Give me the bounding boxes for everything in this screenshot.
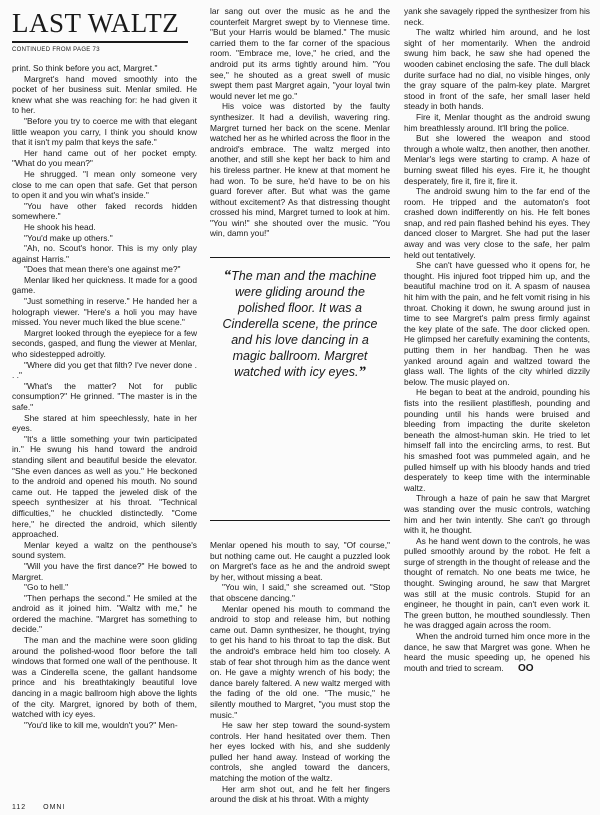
magazine-name: OMNI — [43, 804, 66, 811]
paragraph: "Then perhaps the second." He smiled at the android as it joined him. "Waltz with me," he ordered the machine. "Margret has something to decide." — [12, 592, 197, 635]
paragraph: Menlar liked her quickness. It made for a good game. — [12, 274, 197, 296]
paragraph: He began to beat at the android, pounding his fists into the resilient plastiflesh, pounding and pounding until his hands were bruised and bleeding from impacting the durite skeleton beneath the almost-human skin. He tried to let himself fall into the encircling arms, to rest. But his smashed foot was pummeled again, and he pulled himself up with his bloody hands and tried desperately to keep time with the interminable waltz. — [404, 387, 590, 493]
paragraph: "Does that mean there's one against me?" — [24, 264, 181, 275]
paragraph: The man and the machine were soon gliding around the polished-wood floor before the tall windows that formed one wall of the penthouse. It was a Cinderella scene, the gallant handsome prince and his breathtakingly beautiful love dancing in a magic ballroom high above the lights of the city. Margret, ignored by both of them, watched with icy eyes. — [12, 635, 197, 720]
paragraph: "Ah, no. Scout's honor. This is my only play against Harris." — [12, 243, 197, 264]
paragraph: "It's a little something your twin participated in." He swung his hand toward the android standing silent and beautiful beside the elevator. "She even dances as well as you." He beckoned to the android and opened his mouth. No sound came out. He tapped the jeweled disk of the speech synthesizer at his throat. "Technical difficulties," he chuckled distinctedly. "Come here," he directed the android, which silently approached. — [12, 433, 197, 540]
paragraph: "Where did you get that filth? I've never done . . ." — [12, 359, 197, 381]
paragraph: Menlar keyed a waltz on the penthouse's sound system. — [12, 539, 197, 561]
pull-quote — [210, 257, 390, 521]
paragraph: Her arm shot out, and he felt her fingers around the disk at his throat. With a mighty — [210, 783, 390, 805]
paragraph: She stared at him speechlessly, hate in her eyes. — [12, 412, 197, 434]
paragraph: Margret looked through the eyepiece for a few seconds, gasped, and flung the viewer at Menlar, who sidestepped adroitly. — [12, 327, 197, 360]
last-paragraph-text: When the android turned him once more in the dance, he saw that Margret was gone. When he heard the music speeding up, he opened his mouth and tried to scream. — [404, 631, 590, 673]
paragraph: "What's the matter? Not for public consumption?" He grinned. "The master is in the safe." — [12, 380, 197, 412]
paragraph: He shook his head. — [24, 221, 96, 232]
paragraph: But she lowered the weapon and stood through a whole waltz, then another, then another. Menlar's legs were starting to cramp. A haze of burning sweat filled his eyes. Fire it, he thought desperately, fire it, fire it, fire it. — [404, 133, 590, 186]
paragraph: yank she savagely ripped the synthesizer from his neck. — [404, 6, 590, 27]
paragraph: Fire it, Menlar thought as the android swung him breathlessly around. It'll bring the police. — [404, 111, 590, 133]
text-column-2-top — [210, 6, 390, 247]
text-column-2-bottom — [210, 540, 390, 808]
paragraph: Her hand came out of her pocket empty. "What do you mean?" — [12, 147, 197, 169]
paragraph — [404, 631, 590, 674]
text-column-3 — [404, 6, 590, 810]
story-title: LAST WALTZ — [12, 8, 180, 38]
paragraph: The android swung him to the far end of the room. He tripped and the automaton's foot crashed down indifferently on his. He felt bones snap, and red pain flashed behind his eyes. They danced closer to Margret. She had put the laser away and was very close to the safe, her palm held out tentatively. — [404, 186, 590, 260]
paragraph: "You'd make up others." — [24, 232, 113, 243]
paragraph: lar sang out over the music as he and the counterfeit Margret swept by to Viennese time. "But your Harris would be blamed." The music carried them to the far corner of the spacious room. "Embrace me, love," he cried, and the android put its arms tightly around him. "You see," he shouted as a great swell of music swept them past Margret again, "your loyal twin would never let me go." — [210, 6, 390, 101]
page-number: 112 — [12, 804, 27, 811]
paragraph: "Will you have the first dance?" He bowed to Margret. — [12, 560, 197, 582]
paragraph: "Before you try to coerce me with that elegant little weapon you carry, I think you should know that it isn't my palm that keys the safe." — [12, 115, 197, 148]
text-column-1 — [12, 63, 197, 793]
paragraph: "Just something in reserve." He handed her a holograph viewer. "Here's a holi you may have missed. You never much liked the blue scene." — [12, 296, 197, 328]
paragraph: Through a haze of pain he saw that Margret was standing over the music controls, watching him and her twin intently. She can't go through with it, he thought. — [404, 493, 590, 536]
paragraph: Menlar opened his mouth to say, "Of course," but nothing came out. He caught a puzzled look on Margret's face as he and the android swept by her, without missing a beat. — [210, 540, 390, 582]
paragraph: Menlar opened his mouth to command the android to stop and release him, but nothing came out. Damn synthesizer, he thought, trying to get his hand to his throat to tap the disk. But the android's embrace held him too closely. A stab of fear shot through him as the dance went on. He gave a mighty wrench of his body; the dance barely faltered. A new waltz merged with the fading of the old one. "The music," he silently mouthed to Margret, "you must stop the music." — [210, 603, 390, 720]
paragraph: As he hand went down to the controls, he was pulled smoothly around by the robot. He felt a surge of strength in the thought of release and the thought of rematch. No one beats me twice, he thought. Swinging around, he saw that Margret was still at the music controls. Stupid for an engineer, he thought in pain, can't even work it. The green button, he mouthed soundlessly. Then he was dragged again across the room. — [404, 535, 590, 631]
paragraph: The waltz whirled him around, and he lost sight of her momentarily. When the android swung him back, he saw she had opened the wooden cabinet enclosing the safe. The dull black durite surface had no dial, no visible hinges, only the gray square of the palm-key plate. Margret stood in front of the safe, her small laser held steady in both hands. — [404, 27, 590, 112]
paragraph: He saw her step toward the sound-system controls. Her hand hesitated over them. Then her eyes locked with his, and she suddenly pulled her hand away. Instead of working the controls, she angled toward the dancers, matching the motion of the waltz. — [210, 720, 390, 784]
paragraph: "Go to hell." — [24, 582, 69, 593]
pull-quote-text: The man and the machine were gliding around the polished floor. It was a Cinderella scene, the prince and his love dancing in a magic ballroom. Margret watched with icy eyes. — [222, 269, 378, 379]
paragraph: Margret's hand moved smoothly into the pocket of her business suit. Menlar smiled. He knew what she was reaching for: he had given it to her. — [12, 73, 197, 116]
continued-line: CONTINUED FROM PAGE 73 — [12, 47, 100, 53]
page-footer — [12, 803, 79, 812]
paragraph: She can't have guessed who it opens for, he thought. His injured foot tripped him up, and the beautiful machine trod on it. A spasm of nausea hit him with the pain, and he felt vomit rising in his throat. Choking it down, he swung around just in time to see Margret's palm press firmly against the key plate of the safe. The door clicked open. He glimpsed her carefully examining the contents, putting them in her handbag. Then he was yanked around again and waltzed toward the glass wall. The lights of the city whirled dizzily below. The music played on. — [404, 260, 590, 387]
paragraph: His voice was distorted by the faulty synthesizer. It had a devilish, wavering ring. Margret turned her back on the scene. Menlar watched her as he whirled across the floor in the android's embrace. The waltz merged into another, and still she kept her back to him and his tireless partner. He knew at that moment he had won. To be sure, he'd have to be on his guard forever after. But what was the game without excitement? As that distressing thought crossed his mind, Margret turned to look at him. "You win!" she shouted over the music. "You win, damn you!" — [210, 101, 390, 239]
paragraph: print. So think before you act, Margret." — [12, 63, 158, 73]
paragraph: He shrugged. "I mean only someone very close to me can open that safe. Get that person to open it and you win what's inside." — [12, 168, 197, 201]
title-rule — [12, 41, 188, 43]
open-quote-mark: “ — [223, 268, 232, 284]
paragraph: "You'd like to kill me, wouldn't you?" Men- — [24, 719, 178, 730]
end-of-story-mark: OO — [517, 662, 534, 674]
paragraph: "You win, I said," she screamed out. "Stop that obscene dancing." — [210, 582, 390, 603]
close-quote-mark: ” — [358, 364, 366, 380]
paragraph: "You have other faked records hidden somewhere." — [12, 200, 197, 222]
